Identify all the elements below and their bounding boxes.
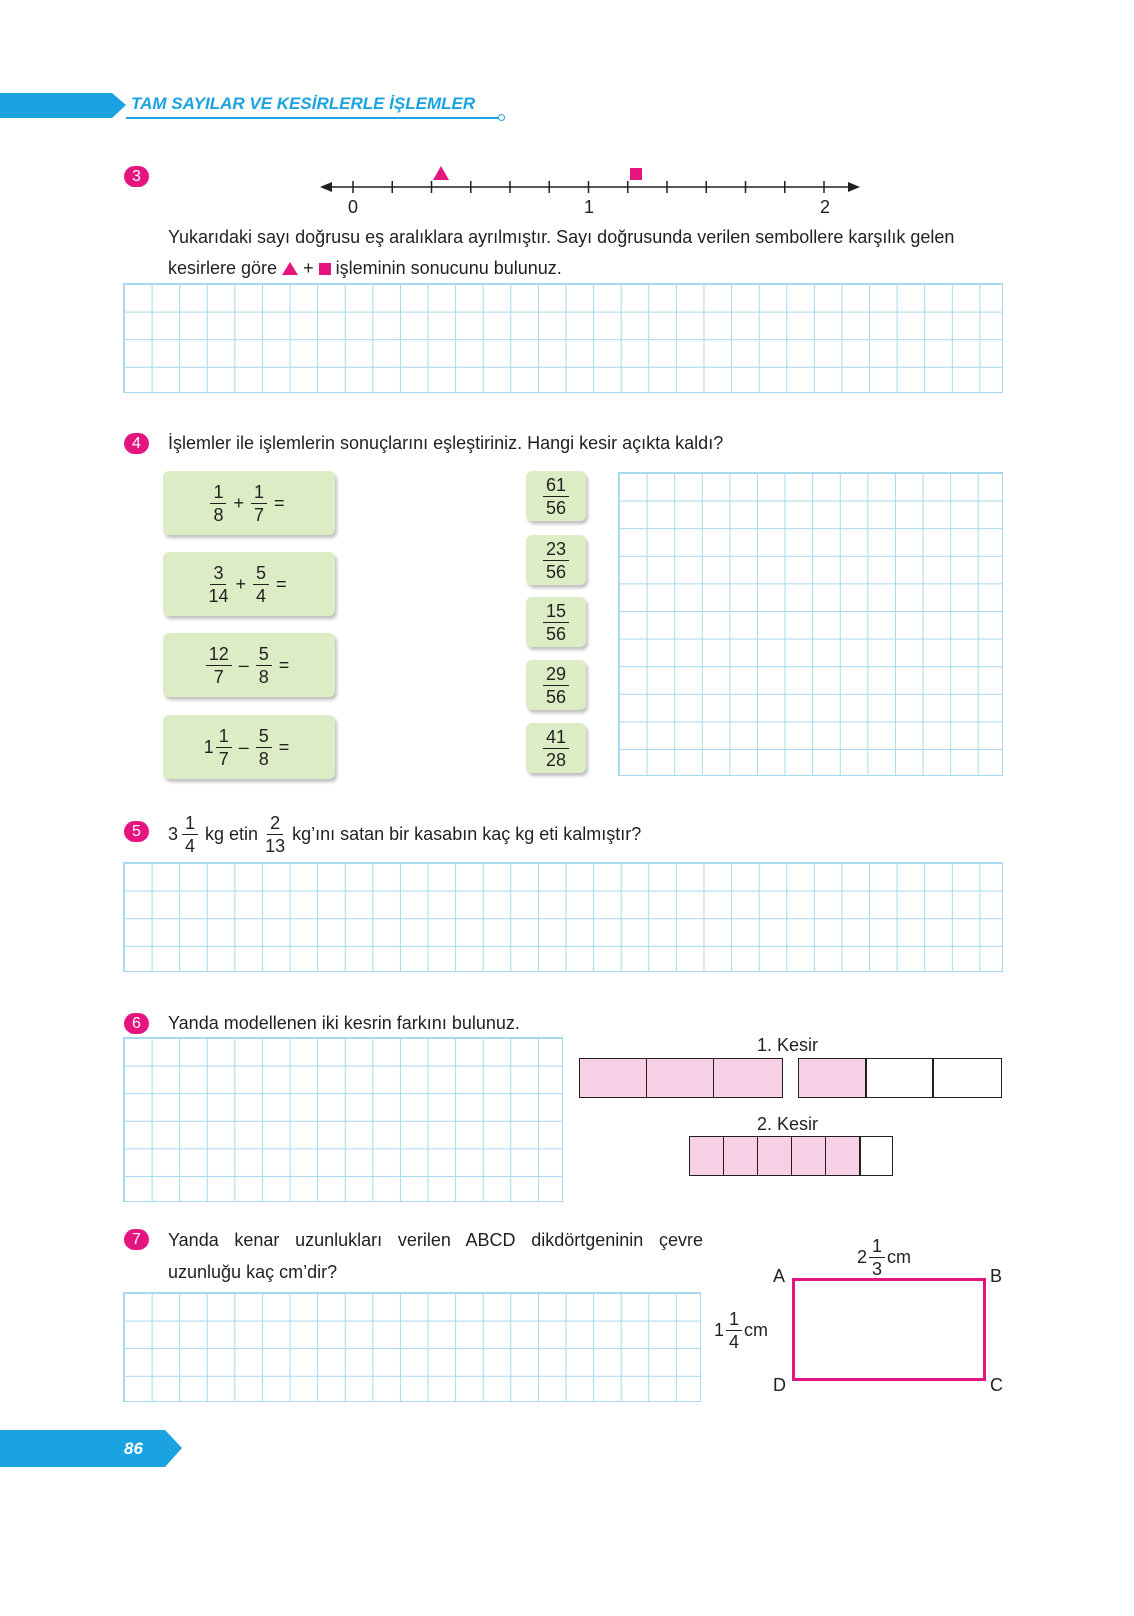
triangle-icon (282, 262, 298, 275)
question-7-text-line2: uzunluğu kaç cm’dir? (168, 1262, 338, 1282)
top-whole: 2 (857, 1247, 868, 1267)
q3-text-a: kesirlere göre (168, 258, 278, 278)
side-unit: cm (744, 1320, 769, 1340)
result-1-n: 61 (543, 475, 569, 497)
kesir-2-part (791, 1136, 827, 1176)
square-icon (319, 263, 331, 275)
page-number: 86 (124, 1439, 143, 1458)
corner-d: D (773, 1375, 786, 1395)
kesir-1-part (713, 1058, 783, 1098)
axis-label-0: 0 (348, 197, 359, 217)
kesir-2-part (689, 1136, 725, 1176)
corner-a: A (773, 1266, 786, 1286)
op3-d1: 7 (213, 666, 224, 687)
question-6-number: 6 (124, 1013, 149, 1034)
op1-operator: + (233, 492, 244, 513)
result-5-d: 28 (545, 749, 567, 770)
op2-d2: 4 (256, 585, 267, 606)
axis-label-1: 1 (584, 197, 595, 217)
question-3-text-line2 (168, 252, 562, 284)
result-3-n: 15 (543, 601, 569, 623)
left-side-length (714, 1309, 768, 1352)
op1-equals: = (274, 492, 285, 513)
result-4-d: 56 (545, 686, 567, 707)
question-5-text (168, 812, 641, 856)
kesir-1-part (865, 1058, 934, 1098)
result-2-n: 23 (543, 539, 569, 561)
question-3-number: 3 (124, 166, 149, 187)
op4-equals: = (278, 736, 290, 757)
op1-n1: 1 (210, 482, 226, 504)
top-n: 1 (869, 1236, 885, 1258)
question-4-number: 4 (124, 433, 149, 454)
header-band (0, 93, 126, 118)
result-card[interactable] (526, 471, 586, 521)
answer-grid-q5[interactable] (123, 862, 1003, 972)
corner-b: B (990, 1266, 1003, 1286)
q5-n1: 1 (182, 813, 198, 835)
result-card[interactable] (526, 535, 586, 585)
corner-c: C (990, 1375, 1003, 1395)
operation-card[interactable] (163, 633, 335, 697)
op1-n2: 1 (251, 482, 267, 504)
q5-text-a: kg etin (205, 823, 259, 844)
op2-equals: = (276, 573, 287, 594)
chapter-title: TAM SAYILAR VE KESİRLERLE İŞLEMLER (131, 94, 476, 113)
op2-n1: 3 (210, 563, 226, 585)
header-dot (498, 114, 505, 121)
operation-card[interactable] (163, 552, 335, 616)
op3-operator: – (238, 654, 249, 675)
side-n: 1 (726, 1309, 742, 1331)
rectangle-abcd (792, 1278, 986, 1381)
op4-n1: 1 (216, 726, 232, 748)
number-line-left-arrow (320, 182, 332, 192)
answer-grid-q6[interactable] (123, 1037, 563, 1202)
top-d: 3 (872, 1259, 883, 1279)
result-card[interactable] (526, 660, 586, 710)
op1-d2: 7 (254, 504, 265, 525)
answer-grid-q4[interactable] (618, 472, 1003, 776)
question-4-text: İşlemler ile işlemlerin sonuçlarını eşleştiriniz. Hangi kesir açıkta kaldı? (168, 433, 724, 453)
kesir-2-part (757, 1136, 793, 1176)
axis-label-2: 2 (820, 197, 831, 217)
kesir-2-part (825, 1136, 861, 1176)
result-5-n: 41 (543, 727, 569, 749)
op2-n2: 5 (253, 563, 269, 585)
kesir-1-part (932, 1058, 1002, 1098)
question-7-number: 7 (124, 1229, 149, 1250)
op1-d1: 8 (213, 504, 224, 525)
op2-operator: + (235, 573, 246, 594)
top-side-length (857, 1236, 911, 1279)
op2-d1: 14 (208, 585, 229, 606)
side-whole: 1 (714, 1320, 725, 1340)
kesir-1-part (579, 1058, 648, 1098)
question-3-text-line1: Yukarıdaki sayı doğrusu eş aralıklara ayrılmıştır. Sayı doğrusunda verilen sembollere karşılık gelen (168, 227, 955, 247)
header-rule (126, 117, 501, 119)
op4-d1: 7 (218, 748, 229, 769)
result-3-d: 56 (545, 623, 567, 644)
op4-operator: – (238, 736, 249, 757)
op3-n1: 12 (206, 644, 232, 666)
operation-card[interactable] (163, 471, 335, 535)
page-number-band (0, 1430, 182, 1467)
q5-n2: 2 (267, 813, 283, 835)
op4-d2: 8 (258, 748, 269, 769)
op3-d2: 8 (258, 666, 269, 687)
question-6-text: Yanda modellenen iki kesrin farkını bulunuz. (168, 1013, 520, 1033)
answer-grid-q3[interactable] (123, 283, 1003, 393)
kesir-2-label: 2. Kesir (757, 1114, 819, 1134)
kesir-1-part (798, 1058, 867, 1098)
question-7-text-line1: Yanda kenar uzunlukları verilen ABCD dikdörtgeninin çevre (168, 1230, 703, 1250)
op4-whole: 1 (203, 736, 214, 757)
result-2-d: 56 (545, 561, 567, 582)
side-d: 4 (729, 1332, 740, 1352)
answer-grid-q7[interactable] (123, 1292, 701, 1402)
op3-equals: = (278, 654, 290, 675)
op4-n2: 5 (256, 726, 272, 748)
q5-d2: 13 (265, 835, 286, 856)
op3-n2: 5 (256, 644, 272, 666)
number-line-right-arrow (848, 182, 860, 192)
question-5-number: 5 (124, 821, 149, 842)
kesir-1-label: 1. Kesir (757, 1035, 819, 1055)
q5-text-b: kg’ını satan bir kasabın kaç kg eti kalmıştır? (292, 823, 642, 844)
top-unit: cm (887, 1247, 912, 1267)
kesir-1-part (646, 1058, 715, 1098)
q3-plus: + (303, 258, 314, 278)
kesir-2-part (723, 1136, 759, 1176)
kesir-2-part (859, 1136, 893, 1176)
result-card[interactable] (526, 723, 586, 773)
q3-text-b: işleminin sonucunu bulunuz. (335, 258, 562, 278)
square-marker (630, 168, 642, 180)
operation-card[interactable] (163, 715, 335, 779)
result-card[interactable] (526, 597, 586, 647)
q5-whole: 3 (168, 823, 179, 844)
q5-d1: 4 (185, 835, 196, 856)
result-1-d: 56 (545, 497, 567, 518)
result-4-n: 29 (543, 664, 569, 686)
triangle-marker (433, 166, 449, 180)
